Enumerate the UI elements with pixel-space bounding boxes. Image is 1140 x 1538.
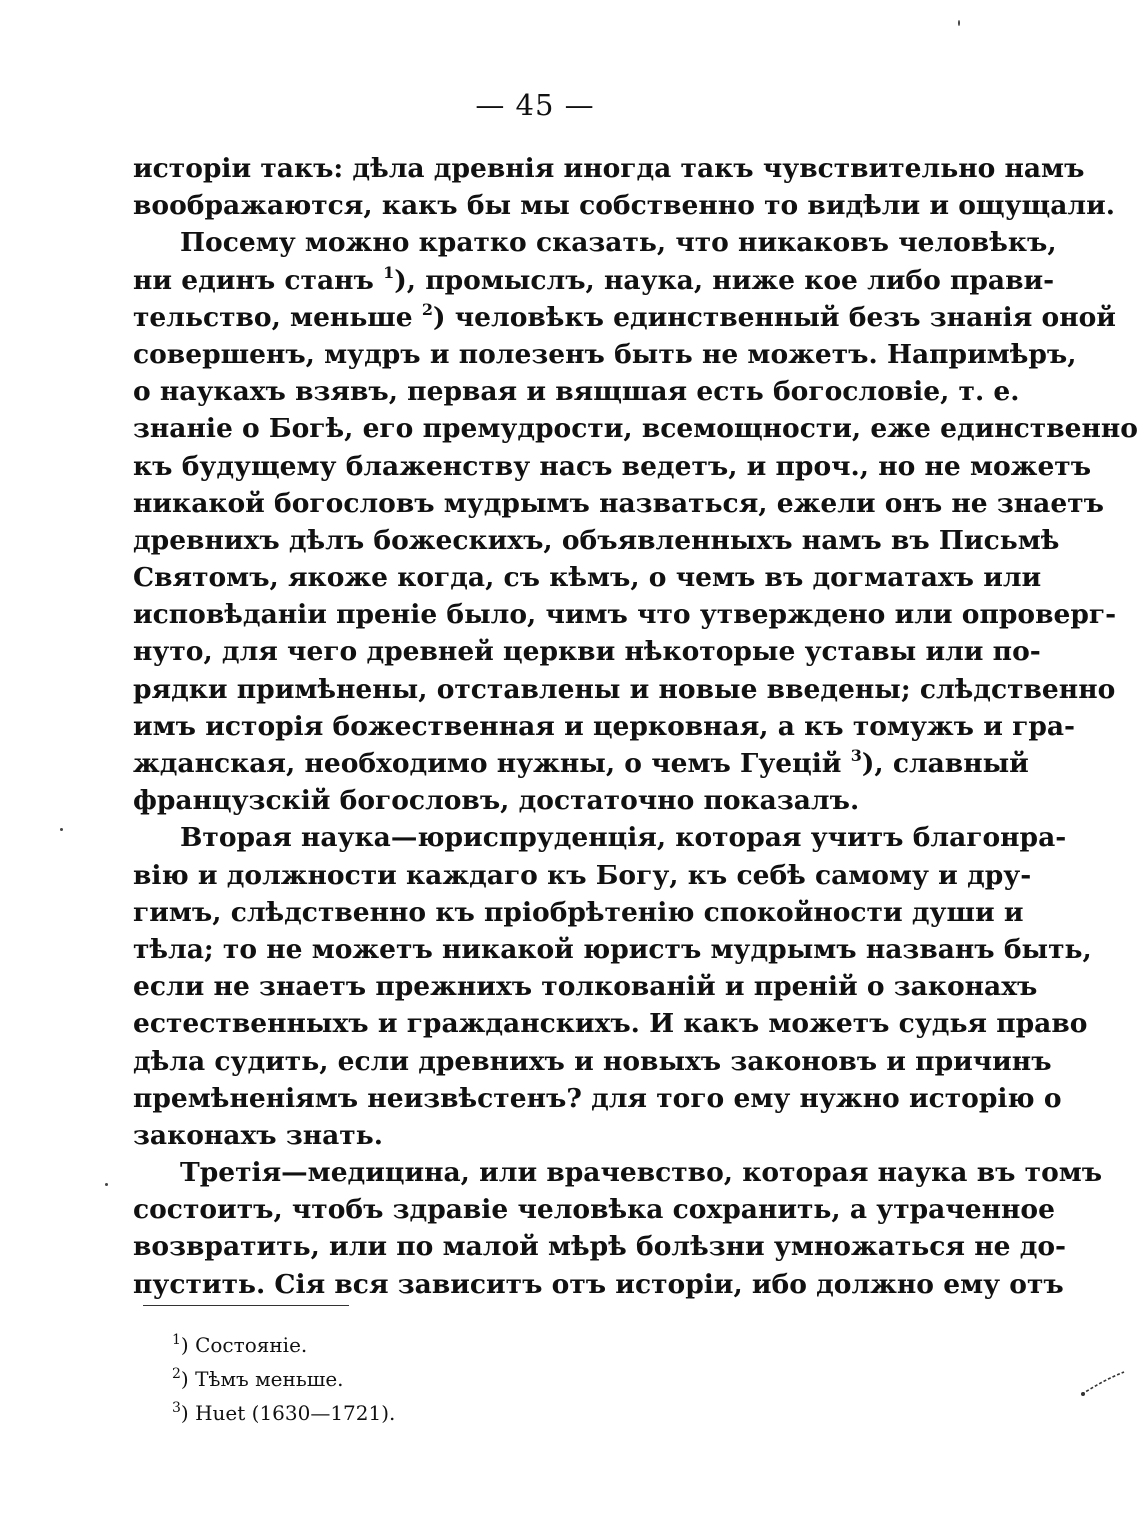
- scan-speck: [60, 828, 63, 831]
- footnote-mark: 3: [172, 1400, 181, 1416]
- text-line: французскій богословъ, достаточно показалъ.: [133, 785, 860, 817]
- text-line: Вторая наука—юриспруденція, которая учитъ благонра-: [180, 822, 1067, 854]
- footnote-ref: 3: [850, 746, 862, 765]
- text-line: гимъ, слѣдственно къ пріобрѣтенію спокойности души и: [133, 896, 1024, 928]
- footnote: $^2$) Тѣмъ меньше.: [172, 1366, 344, 1391]
- text-line: знаніе о Богѣ, его премудрости, всемощности, еже единственно: [133, 413, 1138, 445]
- page-number: — 45 —: [475, 88, 595, 122]
- text-line: пустить. Сія вся зависитъ отъ исторіи, ибо должно ему отъ: [133, 1268, 1064, 1300]
- text-line: Посему можно кратко сказать, что никаковъ человѣкъ,: [180, 227, 1057, 259]
- text-line: ни единъ станъ $^1$), промыслъ, наука, ниже кое либо прави-: [133, 262, 1055, 296]
- text-line: имъ исторія божественная и церковная, а къ томужъ и гра-: [133, 710, 1076, 742]
- text-line: вію и должности каждаго къ Богу, къ себѣ самому и дру-: [133, 859, 1032, 891]
- text-line: никакой богословъ мудрымъ назваться, ежели онъ не знаетъ: [133, 487, 1104, 519]
- text-line: древнихъ дѣлъ божескихъ, объявленныхъ намъ въ Письмѣ: [133, 524, 1060, 556]
- text-line: нуто, для чего древней церкви нѣкоторые уставы или по-: [133, 636, 1041, 668]
- scan-speck: [958, 20, 960, 26]
- footnote-divider: [143, 1305, 349, 1306]
- footnote-ref: 2: [421, 299, 434, 319]
- scan-speck: [105, 1183, 108, 1186]
- text-line: исповѣданіи преніе было, чимъ что утверждено или опроверг-: [133, 599, 1117, 631]
- text-line: естественныхъ и гражданскихъ. И какъ можетъ судья право: [133, 1008, 1088, 1040]
- text-line: если не знаетъ прежнихъ толкованій и преній о законахъ: [133, 971, 1038, 1003]
- scan-pen-mark: [1080, 1368, 1126, 1398]
- body-text: [133, 150, 1138, 1303]
- text-line: дѣла судить, если древнихъ и новыхъ законовъ и причинъ: [133, 1045, 1052, 1077]
- text-line: Святомъ, якоже когда, съ кѣмъ, о чемъ въ догматахъ или: [133, 562, 1042, 594]
- text-line: премѣненіямъ неизвѣстенъ? для того ему нужно исторію о: [133, 1082, 1062, 1114]
- text-line: къ будущему блаженству насъ ведетъ, и проч., но не можетъ: [133, 450, 1092, 482]
- text-line: совершенъ, мудръ и полезенъ быть не можетъ. Напримѣръ,: [133, 338, 1077, 370]
- text-line: воображаются, какъ бы мы собственно то видѣли и ощущали.: [133, 190, 1115, 222]
- text-line: тѣла; то не можетъ никакой юристъ мудрымъ названъ быть,: [133, 933, 1092, 965]
- text-line: состоитъ, чтобъ здравіе человѣка сохранить, а утраченное: [133, 1194, 1055, 1226]
- text-line: Третія—медицина, или врачевство, которая наука въ томъ: [180, 1157, 1103, 1189]
- footnote: $^3$) Huet (1630—1721).: [172, 1400, 396, 1425]
- text-line: жданская, необходимо нужны, о чемъ Гуецій $^3$), славный: [133, 746, 1029, 779]
- footnote-ref: 1: [383, 262, 395, 282]
- text-line: возвратить, или по малой мѣрѣ болѣзни умножаться не до-: [133, 1231, 1067, 1263]
- text-line: законахъ знать.: [133, 1119, 383, 1151]
- text-line: о наукахъ взявъ, первая и вящшая есть богословіе, т. е.: [133, 376, 1020, 408]
- footnote: $^1$) Состояніе.: [172, 1332, 308, 1357]
- text-line: рядки примѣнены, отставлены и новые введены; слѣдственно: [133, 673, 1116, 705]
- text-line: тельство, меньше $^2$) человѣкъ единственный безъ знанія оной: [133, 299, 1116, 333]
- text-line: исторіи такъ: дѣла древнія иногда такъ чувствительно намъ: [133, 153, 1085, 184]
- footnotes: [172, 1328, 395, 1430]
- footnote-mark: 2: [172, 1366, 181, 1382]
- footnote-mark: 1: [172, 1332, 181, 1348]
